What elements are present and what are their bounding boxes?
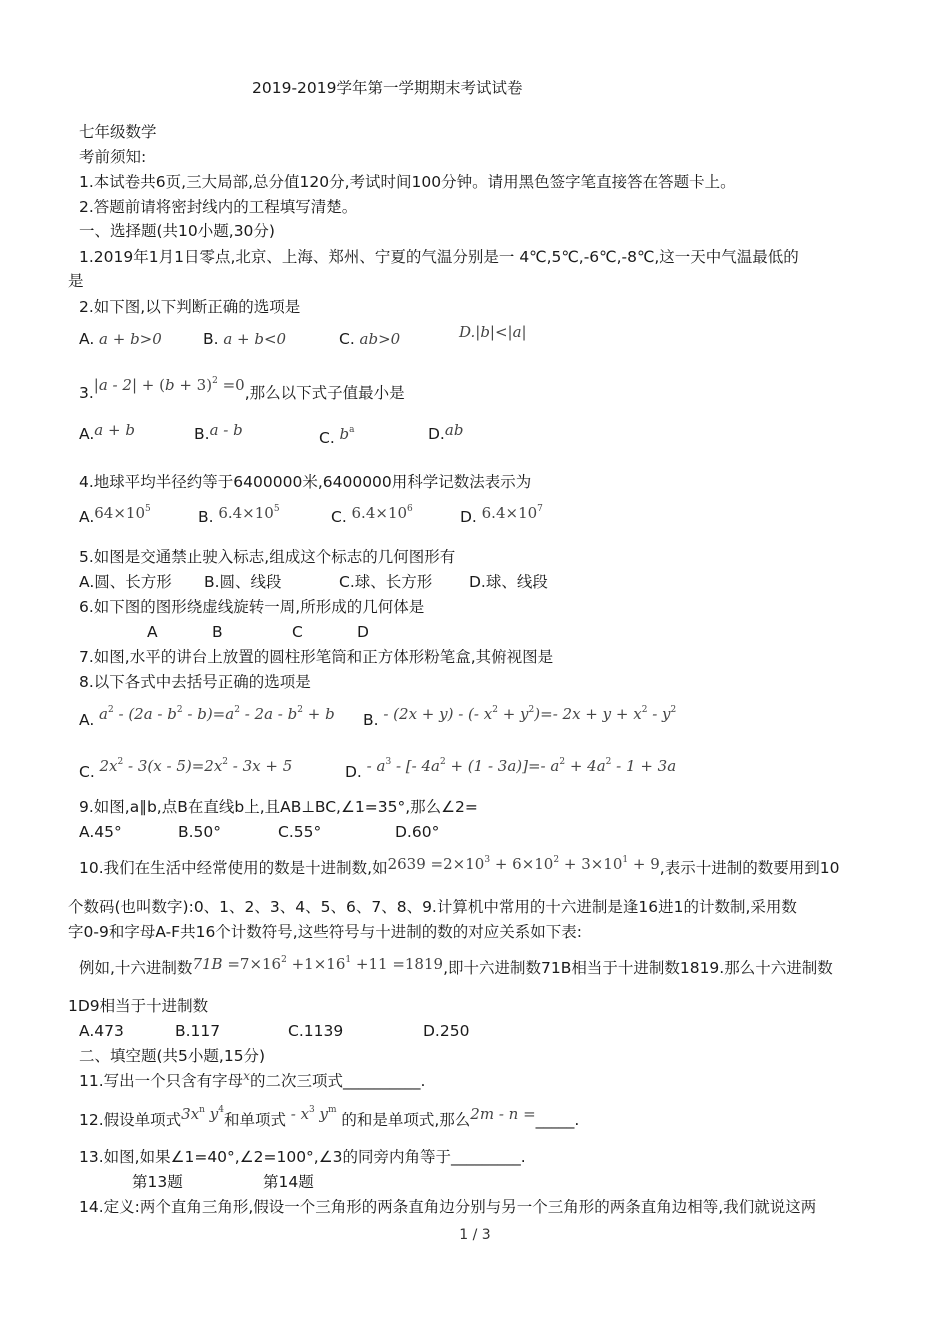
question-3: $3.|a - 2| + (b + 3)^2 =0$,那么以下式子值最小是 <box>79 376 405 402</box>
q8-option-a-formula: $a^2 - (2a - b^2 - b)=a^2 - 2a - b^2 + b$ <box>94 705 335 723</box>
option-a-formula: a + b>0 <box>94 330 162 348</box>
q10-option-c: C.1139 <box>288 1022 344 1040</box>
q12-monomial-1: $3x^n$ $y^4$ <box>181 1105 224 1123</box>
question-8: 8.以下各式中去括号正确的选项是 <box>79 673 311 691</box>
q10-option-d: D.250 <box>423 1022 470 1040</box>
q8-option-c-formula: $2x^2 - 3(x - 5)=2x^2 - 3x + 5$ <box>94 757 293 775</box>
q4-option-c-formula: $6.4\times 10^6$ <box>346 504 413 522</box>
option-c-label: C. <box>339 330 355 348</box>
grade-subject: 七年级数学 <box>79 123 157 141</box>
question-6: 6.如下图的图形绕虚线旋转一周,所形成的几何体是 <box>79 598 425 616</box>
notice-item-2: 2.答题前请将密封线内的工程填写清楚。 <box>79 198 358 216</box>
q8-option-d-formula: - $a^3$ - [- $4a^2 + (1 - 3a)]=-$ $a^2 + 4a^2 - 1 + 3a$ <box>361 757 677 775</box>
page-title: 2019-2019学年第一学期期末考试试卷 <box>252 79 523 97</box>
notice-title: 考前须知: <box>79 148 147 166</box>
q9-option-a: A.45° <box>79 823 122 841</box>
q8-option-a-label: A. <box>79 711 95 729</box>
notice-item-1: 1.本试卷共6页,三大局部,总分值120分,考试时间100分钟。请用黑色签字笔直接答在答题卡上。 <box>79 173 736 191</box>
q4-option-b-formula: $6.4\times 10^5$ <box>213 504 280 522</box>
q5-option-b: B.圆、线段 <box>204 573 282 591</box>
q8-option-b-formula: - (2x + y) - (- $x^2 + y^2)=-$ $2x + y + x^2 - y^2$ <box>378 705 677 723</box>
q3-option-a-label: A. <box>79 425 95 443</box>
q6-option-a: A <box>147 623 158 641</box>
option-b-formula: a + b<0 <box>218 330 287 348</box>
q4-option-a-label: A. <box>79 508 95 526</box>
question-1-line-2: 是 <box>68 272 84 290</box>
question-9: 9.如图,a∥b,点B在直线b上,且AB⊥BC,∠1=35°,那么∠2= <box>79 798 478 816</box>
q8-option-d-label: D. <box>345 763 362 781</box>
q3-option-c-label: C. <box>319 429 335 447</box>
question-5: 5.如图是交通禁止驶入标志,组成这个标志的几何图形有 <box>79 548 456 566</box>
q4-option-d-label: D. <box>460 508 477 526</box>
q3-option-d-formula: ab <box>444 421 464 439</box>
q5-option-c: C.球、长方形 <box>339 573 433 591</box>
q3-option-b-formula: a - b <box>209 421 243 439</box>
q9-option-d: D.60° <box>395 823 440 841</box>
q3-option-d-label: D. <box>428 425 445 443</box>
q10-option-b: B.117 <box>175 1022 221 1040</box>
q8-option-c-label: C. <box>79 763 95 781</box>
option-b-label: B. <box>203 330 219 348</box>
q4-option-b-label: B. <box>198 508 214 526</box>
question-10-line-2: 个数码(也叫数字):0、1、2、3、4、5、6、7、8、9.计算机中常用的十六进制是逢16进1的计数制,采用数 <box>68 898 797 916</box>
question-10-line-1: 10.我们在生活中经常使用的数是十进制数,如$2639 =2\times 10^3 + 6\times 10^2 + 3\times 10^1 + 9$,表示十进制的数要用到10 <box>79 855 840 877</box>
question-10-line-5: 1D9相当于十进制数 <box>68 997 209 1015</box>
question-4: 4.地球平均半径约等于6400000米,6400000用科学记数法表示为 <box>79 473 532 491</box>
q12-expression: 2m - n = <box>470 1105 536 1123</box>
q3-option-b-label: B. <box>194 425 210 443</box>
question-10-line-3: 字0-9和字母A-F共16个计数符号,这些符号与十进制的数的对应关系如下表: <box>68 923 582 941</box>
option-a-label: A. <box>79 330 95 348</box>
q4-option-d-formula: $6.4\times 10^7$ <box>476 504 543 522</box>
q3-option-c-formula: $b^a$ <box>334 425 355 443</box>
q5-option-d: D.球、线段 <box>469 573 548 591</box>
option-c-formula: ab>0 <box>354 330 401 348</box>
q8-option-b-label: B. <box>363 711 379 729</box>
question-13: 13.如图,如果∠1=40°,∠2=100°,∠3的同旁内角等于_________. <box>79 1148 526 1166</box>
section-heading-choice: 一、选择题(共10小题,30分) <box>79 222 275 240</box>
q6-option-b: B <box>212 623 223 641</box>
caption-14: 第14题 <box>263 1173 314 1191</box>
q4-option-a-formula: $64\times 10^5$ <box>94 504 151 522</box>
q10-hex-formula: $71B =7\times 16^2 +1\times 16^1 +11 =1819$ <box>192 955 444 973</box>
q9-option-c: C.55° <box>278 823 322 841</box>
option-d-formula: D.|b|<|a| <box>459 323 527 341</box>
q11-variable: x <box>243 1069 250 1083</box>
question-10-line-4: 例如,十六进制数$71B =7\times 16^2 +1\times 16^1 +11 =1819$,即十六进制数71B相当于十进制数1819.那么十六进制数 <box>79 955 833 977</box>
q10-example-formula: $2639 =2\times 10^3 + 6\times 10^2 + 3\times 10^1 + 9$ <box>387 855 660 873</box>
question-3-formula: $|a - 2| + (b + 3)^2 =0$ <box>93 376 245 394</box>
q10-option-a: A.473 <box>79 1022 124 1040</box>
q5-option-a: A.圆、长方形 <box>79 573 172 591</box>
page-number: 1 / 3 <box>459 1227 491 1243</box>
question-1-line-1: 1.2019年1月1日零点,北京、上海、郑州、宁夏的气温分别是一 4℃,5℃,-6℃,-8℃,这一天中气温最低的 <box>79 248 799 266</box>
q6-option-d: D <box>357 623 369 641</box>
section-heading-fill: 二、填空题(共5小题,15分) <box>79 1047 266 1065</box>
question-11: 11.写出一个只含有字母$^x$的二次三项式__________. <box>79 1069 426 1090</box>
question-14: 14.定义:两个直角三角形,假设一个三角形的两条直角边分别与另一个三角形的两条直角边相等,我们就说这两 <box>79 1198 817 1216</box>
caption-13: 第13题 <box>132 1173 183 1191</box>
q3-option-a-formula: a + b <box>94 421 135 439</box>
question-2-options <box>79 329 162 349</box>
q4-option-c-label: C. <box>331 508 347 526</box>
q6-option-c: C <box>292 623 303 641</box>
question-7: 7.如图,水平的讲台上放置的圆柱形笔筒和正方体形粉笔盒,其俯视图是 <box>79 648 554 666</box>
q12-monomial-2: - $x^3$ $y^m$ <box>285 1105 337 1123</box>
q9-option-b: B.50° <box>178 823 222 841</box>
question-12: 12.假设单项式$3x^n$ $y^4$和单项式 - $x^3$ $y^m$ 的和是单项式,那么2m - n =_____. <box>79 1105 580 1129</box>
question-2: 2.如下图,以下判断正确的选项是 <box>79 298 301 316</box>
